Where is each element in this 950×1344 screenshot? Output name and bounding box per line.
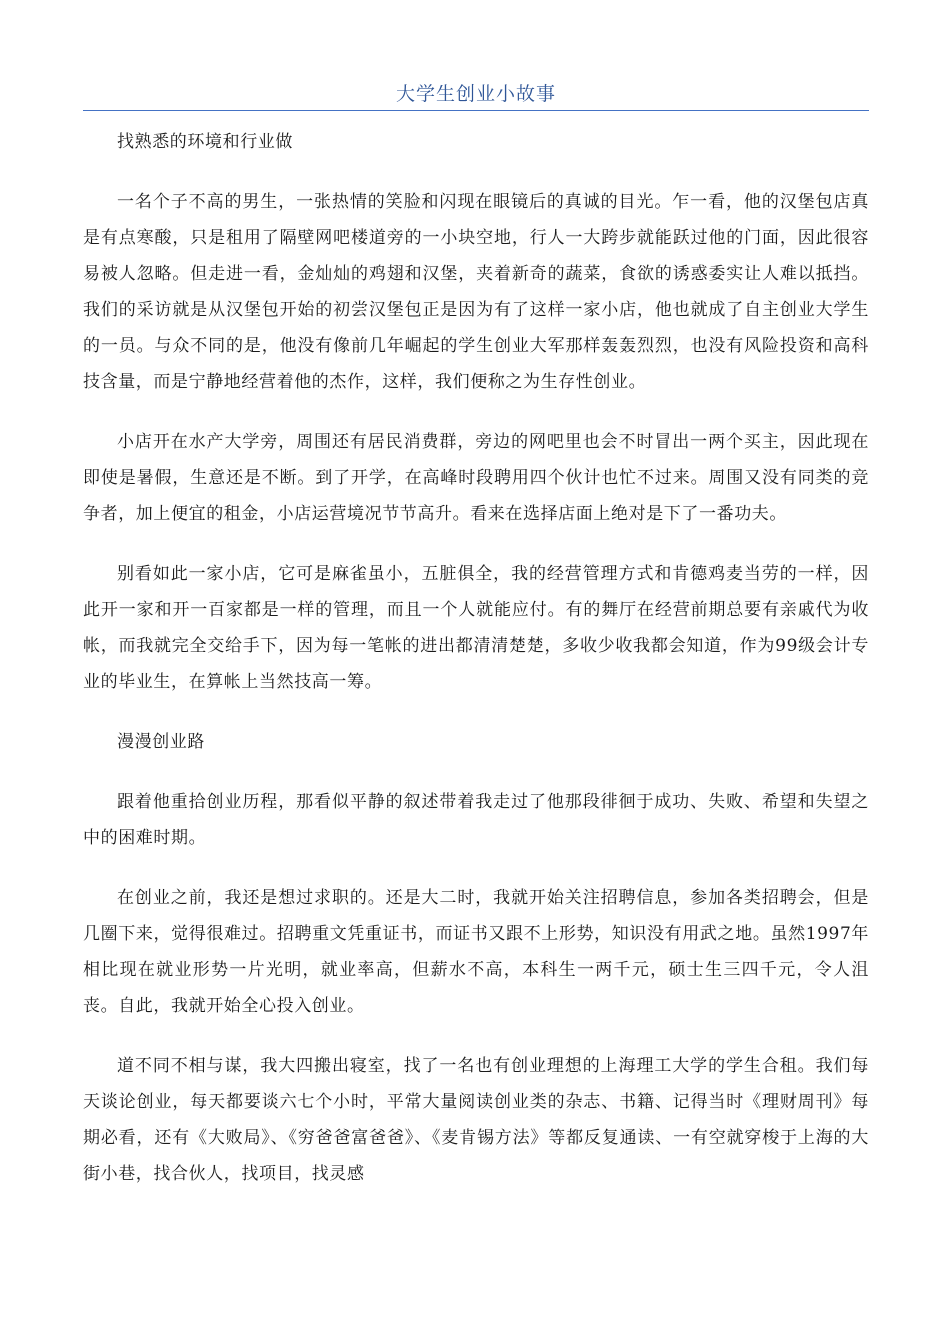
paragraph: 在创业之前，我还是想过求职的。还是大二时，我就开始关注招聘信息，参加各类招聘会，但是几圈下来，觉得很难过。招聘重文凭重证书，而证书又跟不上形势，知识没有用武之地。虽然1997年相比现在就业形势一片光明，就业率高，但薪水不高，本科生一两千元，硕士生三四千元，令人沮丧。自此，我就开始全心投入创业。	[83, 888, 869, 1016]
paragraph: 道不同不相与谋，我大四搬出寝室，找了一名也有创业理想的上海理工大学的学生合租。我们每天谈论创业，每天都要谈六七个小时，平常大量阅读创业类的杂志、书籍、记得当时《理财周刊》每期必看，还有《大败局》、《穷爸爸富爸爸》、《麦肯锡方法》等都反复通读、一有空就穿梭于上海的大街小巷，找合伙人，找项目，找灵感	[83, 1056, 869, 1184]
document-title: 大学生创业小故事	[395, 83, 556, 105]
document-body	[83, 124, 869, 1216]
paragraph: 别看如此一家小店，它可是麻雀虽小，五脏俱全，我的经营管理方式和肯德鸡麦当劳的一样，因此开一家和开一百家都是一样的管理，而且一个人就能应付。有的舞厅在经营前期总要有亲戚代为收帐，而我就完全交给手下，因为每一笔帐的进出都清清楚楚，多收少收我都会知道，作为99级会计专业的毕业生，在算帐上当然技高一筹。	[83, 564, 869, 692]
paragraph: 一名个子不高的男生，一张热情的笑脸和闪现在眼镜后的真诚的目光。乍一看，他的汉堡包店真是有点寒酸，只是租用了隔壁网吧楼道旁的一小块空地，行人一大跨步就能跃过他的门面，因此很容易被人忽略。但走进一看，金灿灿的鸡翅和汉堡，夹着新奇的蔬菜，食欲的诱惑委实让人难以抵挡。我们的采访就是从汉堡包开始的初尝汉堡包正是因为有了这样一家小店，他也就成了自主创业大学生的一员。与众不同的是，他没有像前几年崛起的学生创业大军那样轰轰烈烈，也没有风险投资和高科技含量，而是宁静地经营着他的杰作，这样，我们便称之为生存性创业。	[83, 192, 869, 392]
paragraph: 跟着他重拾创业历程，那看似平静的叙述带着我走过了他那段徘徊于成功、失败、希望和失望之中的困难时期。	[83, 792, 869, 848]
section-heading: 漫漫创业路	[117, 732, 205, 752]
section-heading: 找熟悉的环境和行业做	[117, 132, 293, 152]
page-header	[83, 78, 869, 111]
paragraph: 小店开在水产大学旁，周围还有居民消费群，旁边的网吧里也会不时冒出一两个买主，因此现在即使是暑假，生意还是不断。到了开学，在高峰时段聘用四个伙计也忙不过来。周围又没有同类的竞争者，加上便宜的租金，小店运营境况节节高升。看来在选择店面上绝对是下了一番功夫。	[83, 432, 869, 524]
